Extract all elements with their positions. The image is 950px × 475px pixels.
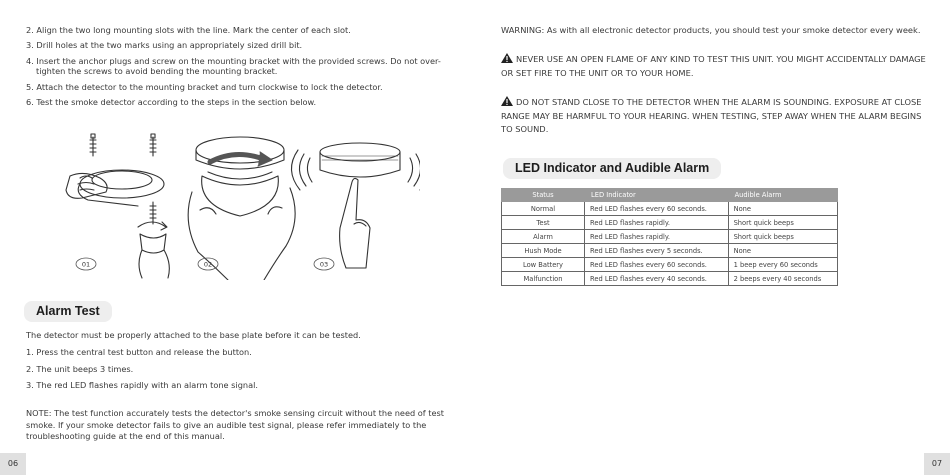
cell-status: Normal (502, 202, 585, 216)
table-header-row (502, 189, 838, 202)
alarm-test-note: NOTE: The test function accurately tests the detector's smoke sensing circuit without the need of test smoke. If your smoke detector fails to give an audible test signal, please refer immediately to the troubleshooting guide at the end of this manual. (26, 408, 444, 442)
cell-alarm: Short quick beeps (728, 230, 837, 244)
cell-led: Red LED flashes rapidly. (585, 230, 729, 244)
cell-alarm: 2 beeps every 40 seconds (728, 272, 837, 286)
table-row (502, 272, 838, 286)
alarm-test-step-1: 1. Press the central test button and release the button. (26, 347, 252, 357)
cell-alarm: None (728, 244, 837, 258)
table-row (502, 258, 838, 272)
figure-label-02: 02 (203, 260, 213, 269)
screw-icon (150, 134, 156, 156)
cell-alarm: None (728, 202, 837, 216)
cell-status: Malfunction (502, 272, 585, 286)
cell-status: Test (502, 216, 585, 230)
cell-led: Red LED flashes every 60 seconds. (585, 202, 729, 216)
page-number: 07 (924, 453, 950, 475)
cell-status: Alarm (502, 230, 585, 244)
step-2: 2. Align the two long mounting slots with the line. Mark the center of each slot. (26, 25, 351, 35)
screw-icon (90, 134, 96, 156)
caution-hearing-text: DO NOT STAND CLOSE TO THE DETECTOR WHEN THE ALARM IS SOUNDING. EXPOSURE AT CLOSE RANGE MAY BE HARMFUL TO YOUR HEARING. WHEN TESTING, STEP AWAY WHEN THE ALARM BEGINS TO SOUND. (501, 97, 922, 135)
warning-triangle-icon (501, 96, 513, 106)
warning-text: WARNING: As with all electronic detector products, you should test your smoke detector every week. (501, 25, 921, 35)
step-4: 4. Insert the anchor plugs and screw on the mounting bracket with the provided screws. Do not over-tighten the screws to avoid bending the mounting bracket. (26, 55, 441, 77)
cell-led: Red LED flashes every 5 seconds. (585, 244, 729, 258)
warning-triangle-icon (501, 53, 513, 63)
page-number: 06 (0, 453, 26, 475)
caution-open-flame (501, 53, 926, 80)
column-header-alarm: Audible Alarm (728, 189, 837, 202)
led-alarm-table (501, 188, 838, 286)
arrow-icon (210, 152, 272, 166)
alarm-test-step-3: 3. The red LED flashes rapidly with an alarm tone signal. (26, 380, 258, 390)
alarm-test-intro: The detector must be properly attached to the base plate before it can be tested. (26, 330, 361, 340)
cell-led: Red LED flashes every 60 seconds. (585, 258, 729, 272)
cell-led: Red LED flashes rapidly. (585, 216, 729, 230)
column-header-status: Status (502, 189, 585, 202)
cell-alarm: Short quick beeps (728, 216, 837, 230)
caution-open-flame-text: NEVER USE AN OPEN FLAME OF ANY KIND TO TEST THIS UNIT. YOU MIGHT ACCIDENTALLY DAMAGE OR SET FIRE TO THE UNIT OR TO YOUR HOME. (501, 54, 926, 78)
led-indicator-heading: LED Indicator and Audible Alarm (503, 158, 721, 179)
caution-hearing (501, 96, 926, 137)
table-row (502, 216, 838, 230)
cell-status: Low Battery (502, 258, 585, 272)
table-row (502, 230, 838, 244)
alarm-test-step-2: 2. The unit beeps 3 times. (26, 364, 134, 374)
table-row (502, 202, 838, 216)
figure-label-01: 01 (81, 260, 91, 269)
cell-led: Red LED flashes every 40 seconds. (585, 272, 729, 286)
cell-alarm: 1 beep every 60 seconds (728, 258, 837, 272)
step-6: 6. Test the smoke detector according to the steps in the section below. (26, 97, 317, 108)
step-5: 5. Attach the detector to the mounting bracket and turn clockwise to lock the detector. (26, 81, 383, 92)
installation-steps (26, 25, 446, 112)
step-3: 3. Drill holes at the two marks using an appropriately sized drill bit. (26, 40, 303, 51)
column-header-led: LED Indicator (585, 189, 729, 202)
installation-illustration (60, 132, 420, 280)
screw-icon (150, 202, 156, 224)
cell-status: Hush Mode (502, 244, 585, 258)
alarm-test-heading: Alarm Test (24, 301, 112, 322)
figure-label-03: 03 (319, 260, 329, 269)
table-row (502, 244, 838, 258)
